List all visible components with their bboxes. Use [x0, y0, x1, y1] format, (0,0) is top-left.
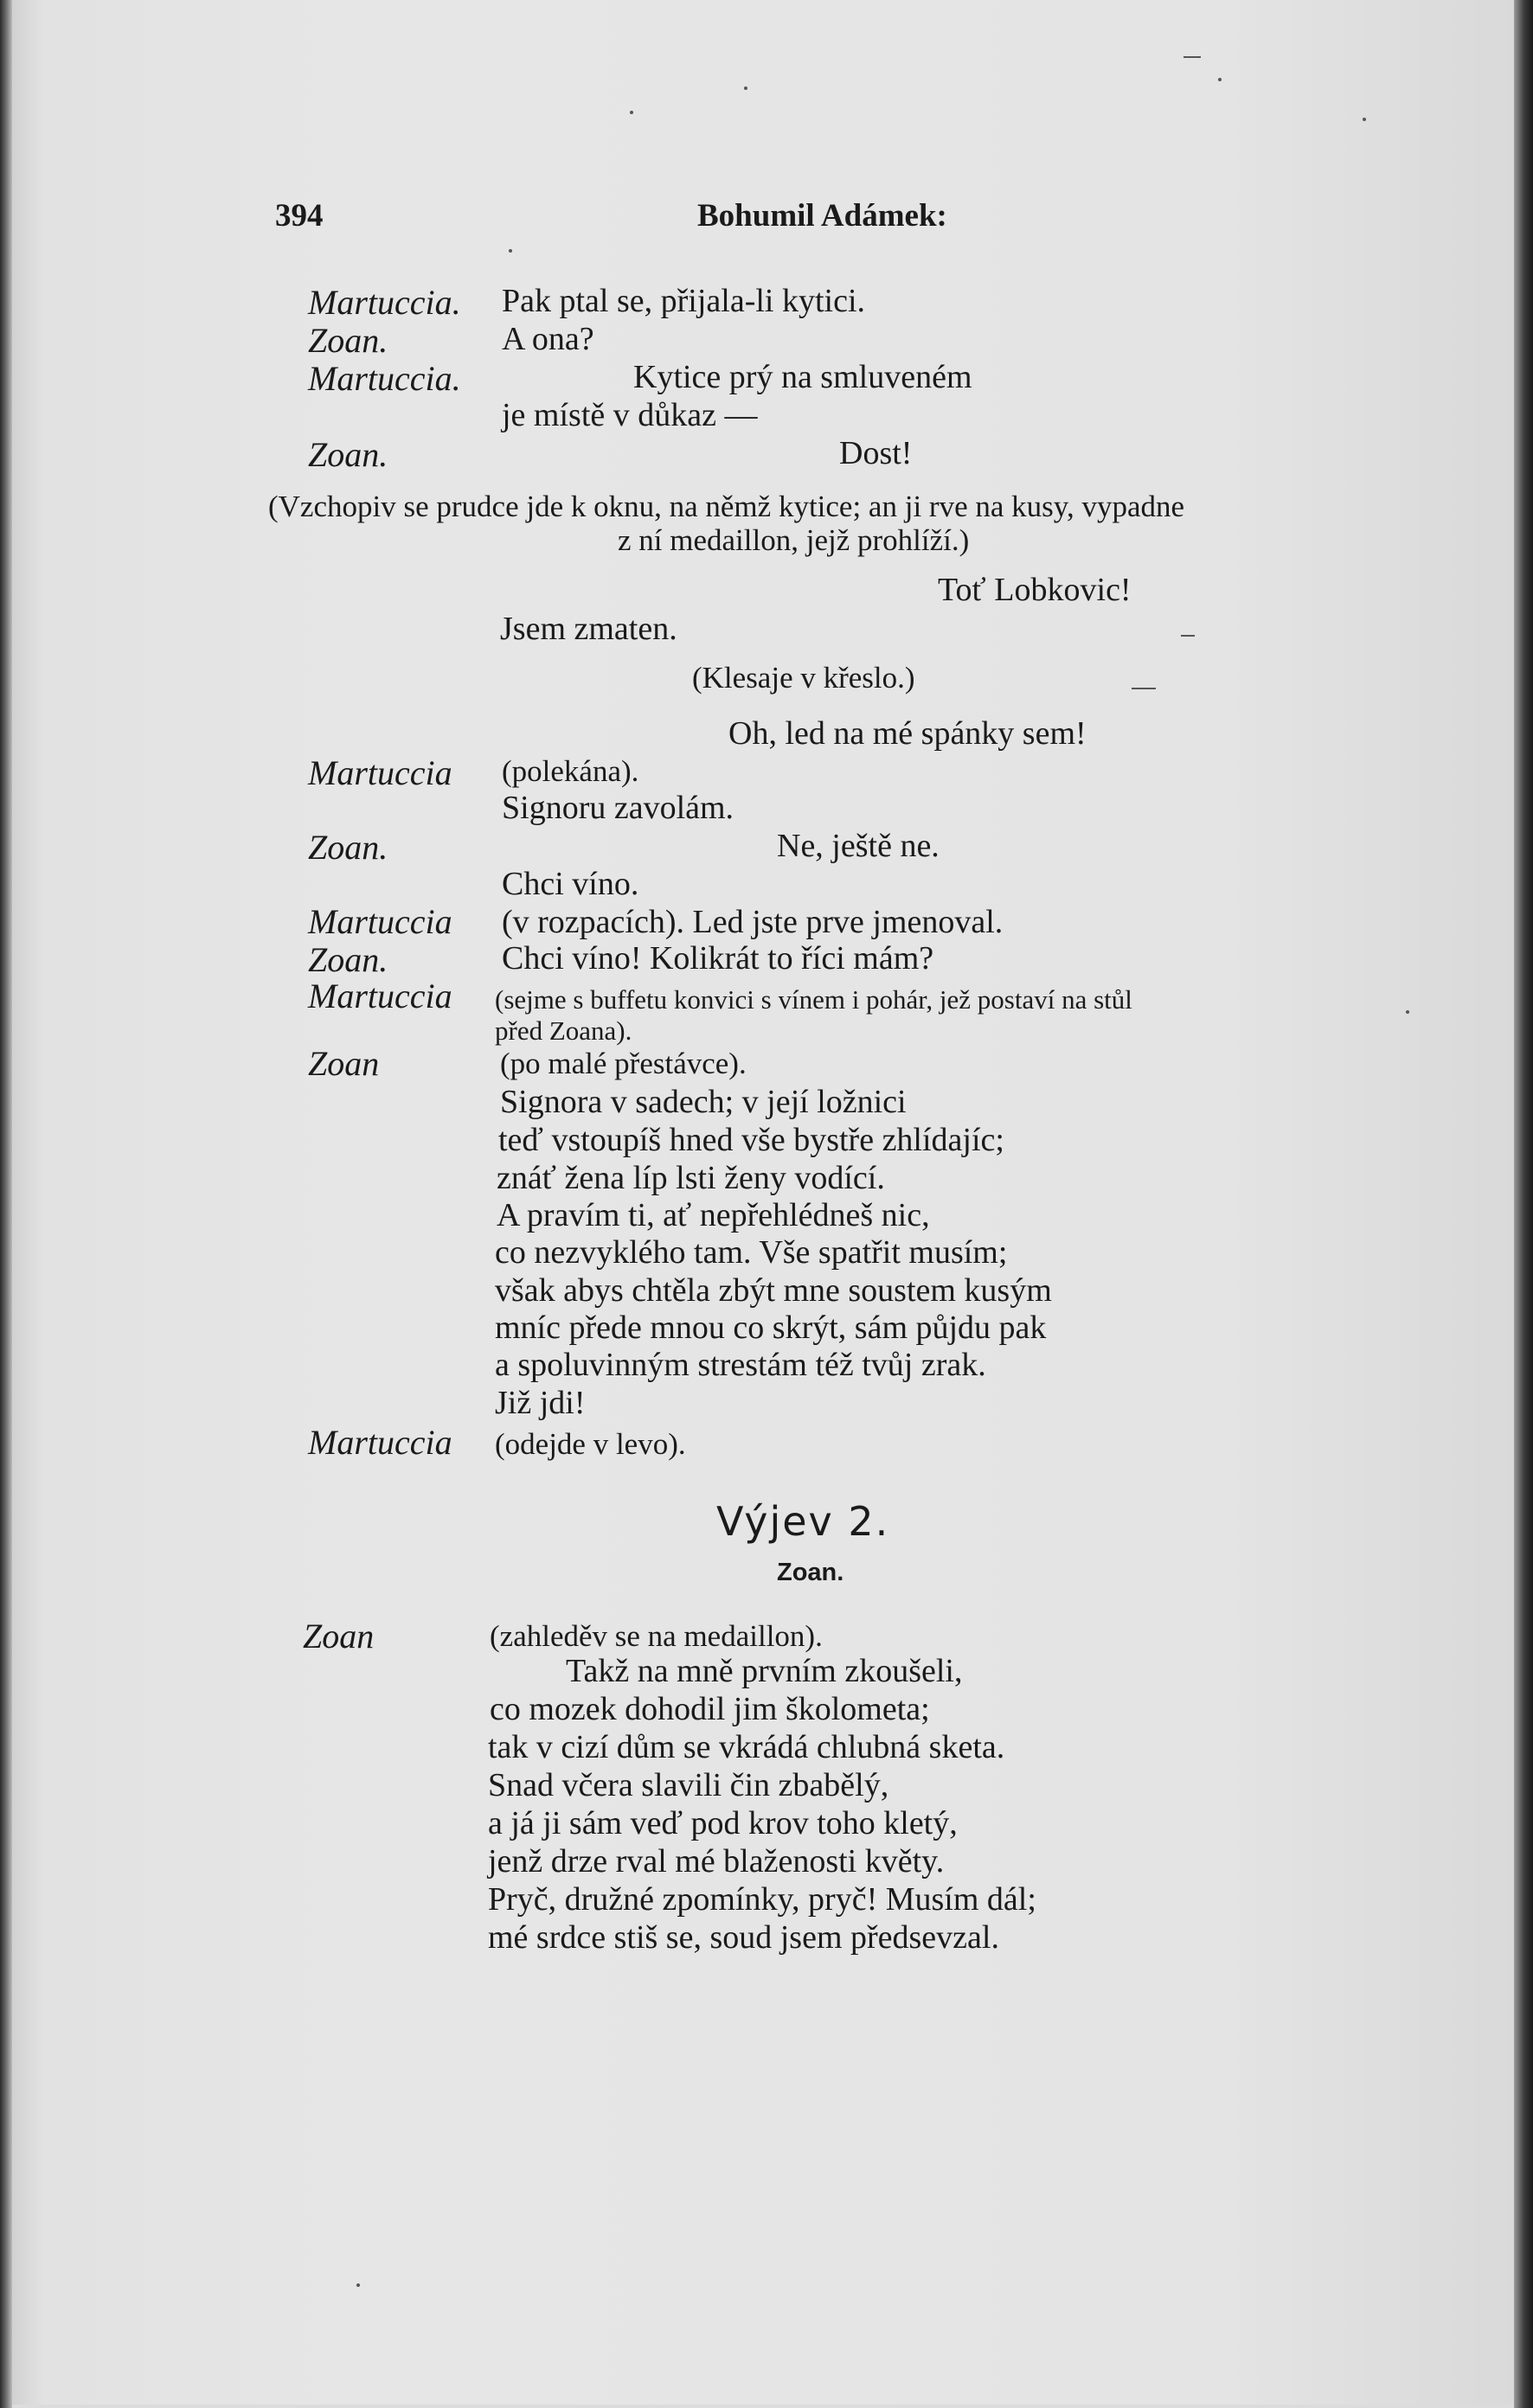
dialogue-line: Toť Lobkovic!: [938, 572, 1132, 608]
stage-direction: (Vzchopiv se prudce jde k oknu, na němž kytice; an ji rve na kusy, vypadne: [268, 490, 1185, 523]
stage-direction: (zahleděv se na medaillon).: [490, 1619, 823, 1653]
speaker-label: Zoan.: [308, 828, 388, 867]
dialogue-line: Ne, ještě ne.: [777, 828, 940, 864]
scan-mark: [1132, 688, 1156, 689]
speaker-label: Martuccia: [308, 902, 452, 941]
scan-speck: [1363, 118, 1366, 121]
verse-line: Signora v sadech; v její ložnici: [500, 1084, 907, 1120]
dialogue-line: Dost!: [839, 435, 913, 471]
stage-direction: (polekána).: [502, 754, 639, 788]
running-title: Bohumil Adámek:: [697, 198, 947, 234]
stage-direction: z ní medaillon, jejž prohlíží.): [618, 523, 970, 557]
verse-line: Již jdi!: [495, 1385, 586, 1421]
dialogue-line: Chci víno.: [502, 866, 639, 902]
verse-line: tak v cizí dům se vkrádá chlubná sketa.: [488, 1729, 1005, 1765]
scan-mark: [1181, 635, 1195, 637]
speaker-label: Martuccia: [308, 977, 452, 1015]
speaker-label: Martuccia.: [308, 359, 461, 398]
dialogue-line: Oh, led na mé spánky sem!: [728, 715, 1087, 752]
stage-direction: (Klesaje v křeslo.): [692, 661, 915, 695]
dialogue-line: Kytice prý na smluveném: [633, 359, 972, 395]
dialogue-line: Chci víno! Kolikrát to říci mám?: [502, 940, 934, 977]
scan-mark: [1183, 56, 1201, 58]
dialogue-line: (v rozpacích). Led jste prve jmenoval.: [502, 904, 1004, 940]
scan-right-edge: [1514, 0, 1533, 2408]
speaker-label: Martuccia: [308, 1423, 452, 1462]
dialogue-line: Jsem zmaten.: [500, 611, 677, 647]
verse-line: a spoluvinným strestám též tvůj zrak.: [495, 1347, 986, 1383]
scene-heading: Výjev 2.: [716, 1498, 890, 1545]
verse-line: mníc přede mnou co skrýt, sám půjdu pak: [495, 1310, 1047, 1346]
verse-line: Pryč, družné zpomínky, pryč! Musím dál;: [488, 1881, 1036, 1918]
speaker-label: Martuccia.: [308, 283, 461, 322]
scan-left-edge: [0, 0, 12, 2408]
scan-speck: [1406, 1010, 1409, 1014]
stage-direction: (odejde v levo).: [495, 1427, 686, 1461]
verse-line: co nezvyklého tam. Vše spatřit musím;: [495, 1234, 1008, 1271]
verse-line: Snad včera slavili čin zbabělý,: [488, 1767, 889, 1803]
scan-speck: [630, 111, 633, 114]
scan-speck: [744, 86, 747, 90]
scene-character: Zoan.: [777, 1559, 844, 1586]
verse-line: A pravím ti, ať nepřehlédneš nic,: [497, 1197, 930, 1233]
speaker-label: Zoan.: [308, 435, 388, 474]
verse-line: a já ji sám veď pod krov toho kletý,: [488, 1805, 958, 1841]
page-number: 394: [275, 198, 324, 234]
verse-line: co mozek dohodil jim školometa;: [490, 1691, 930, 1727]
scan-speck: [509, 249, 512, 253]
verse-line: znáť žena líp lsti ženy vodící.: [497, 1160, 885, 1196]
speaker-label: Zoan.: [308, 940, 388, 979]
verse-line: mé srdce stiš se, soud jsem předsevzal.: [488, 1919, 999, 1956]
scan-speck: [1218, 78, 1222, 81]
speaker-label: Martuccia: [308, 753, 452, 792]
stage-direction: (sejme s buffetu konvici s vínem i pohár, jež postaví na stůl: [495, 984, 1132, 1015]
verse-line: teď vstoupíš hned vše bystře zhlídajíc;: [498, 1122, 1004, 1158]
verse-line: jenž drze rval mé blaženosti květy.: [488, 1843, 945, 1880]
stage-direction: před Zoana).: [495, 1015, 632, 1046]
scan-speck: [356, 2283, 360, 2287]
stage-direction: (po malé přestávce).: [500, 1047, 747, 1080]
speaker-label: Zoan.: [308, 321, 388, 360]
dialogue-line: Pak ptal se, přijala-li kytici.: [502, 283, 866, 319]
verse-line: však abys chtěla zbýt mne soustem kusým: [495, 1272, 1052, 1309]
verse-line: Takž na mně prvním zkoušeli,: [566, 1653, 963, 1689]
dialogue-line: je místě v důkaz —: [502, 397, 758, 433]
speaker-label: Zoan: [308, 1044, 380, 1083]
dialogue-line: Signoru zavolám.: [502, 790, 734, 826]
speaker-label: Zoan: [303, 1617, 375, 1656]
dialogue-line: A ona?: [502, 321, 594, 357]
